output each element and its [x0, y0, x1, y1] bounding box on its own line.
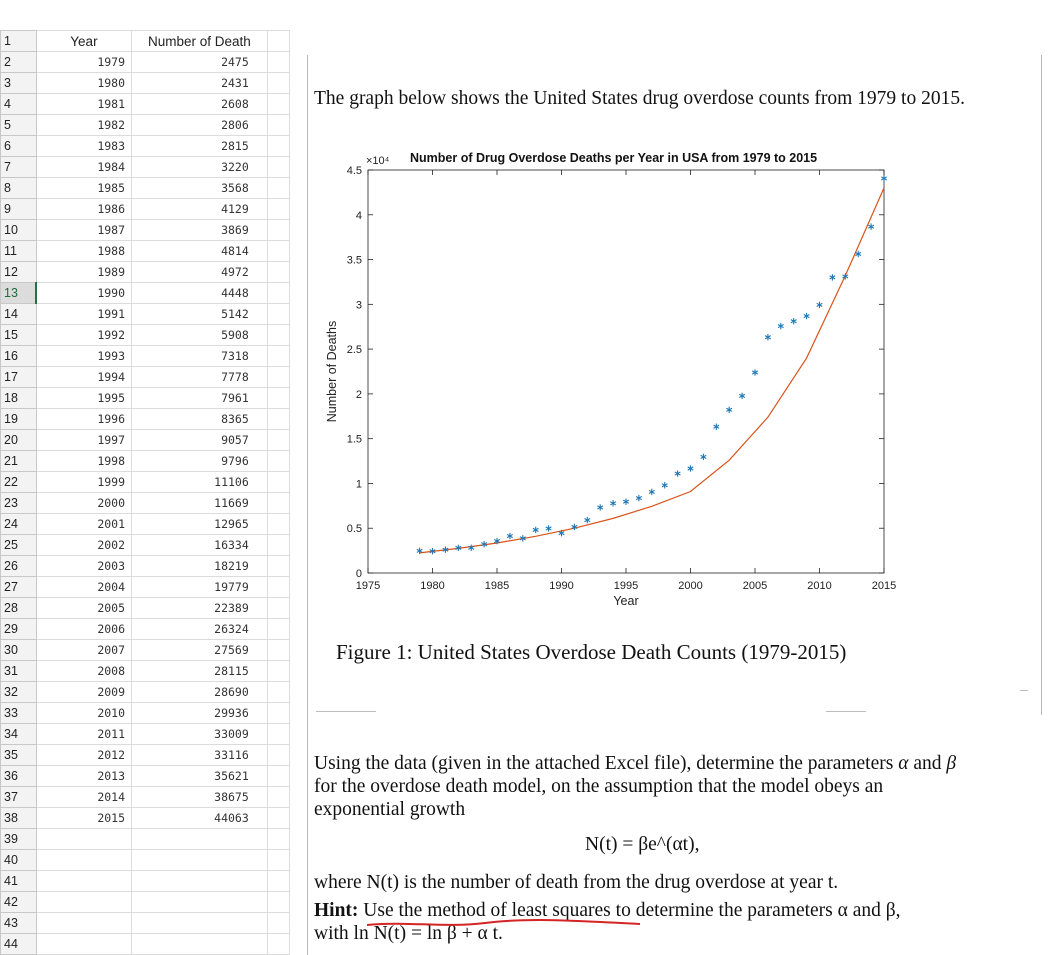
row-header[interactable]: 38	[1, 808, 37, 829]
x-tick-label: 1980	[420, 580, 445, 592]
sheet-row[interactable]	[1, 535, 290, 556]
deaths-cell[interactable]: 19779	[132, 577, 268, 598]
y-multiplier: ×10⁴	[366, 155, 390, 167]
year-cell[interactable]: 2014	[36, 787, 131, 808]
deaths-cell[interactable]: 38675	[132, 787, 268, 808]
sheet-row[interactable]	[1, 157, 290, 178]
data-table	[0, 30, 290, 955]
year-cell[interactable]: 1981	[36, 94, 131, 115]
model-formula: N(t) = βe^(αt),	[585, 834, 700, 855]
data-point	[701, 454, 707, 460]
year-cell[interactable]: 2012	[36, 745, 131, 766]
year-cell[interactable]: 1989	[36, 262, 131, 283]
x-axis-label: Year	[613, 594, 639, 608]
sheet-row[interactable]	[1, 388, 290, 409]
sheet-cell[interactable]	[267, 388, 289, 409]
deaths-cell[interactable]: 22389	[132, 598, 268, 619]
row-header[interactable]: 17	[1, 367, 37, 388]
data-point	[610, 500, 616, 506]
x-tick-label: 2000	[678, 580, 703, 592]
x-tick-label: 1990	[549, 580, 574, 592]
row-header[interactable]: 1	[1, 31, 37, 52]
sheet-cell[interactable]	[267, 472, 289, 493]
red-underline	[365, 916, 645, 930]
year-cell[interactable]: 1990	[36, 283, 131, 304]
year-cell[interactable]: 1979	[36, 52, 131, 73]
year-cell[interactable]: 1980	[36, 73, 131, 94]
data-point	[817, 302, 823, 308]
sheet-row[interactable]	[1, 556, 290, 577]
row-header[interactable]: 32	[1, 682, 37, 703]
data-point	[585, 517, 591, 523]
deaths-cell[interactable]: 7318	[132, 346, 268, 367]
deaths-cell[interactable]: 44063	[132, 808, 268, 829]
deaths-cell[interactable]	[132, 892, 268, 913]
year-cell[interactable]	[36, 934, 131, 955]
sheet-row[interactable]	[1, 913, 290, 934]
row-header[interactable]: 30	[1, 640, 37, 661]
x-tick-label: 2010	[807, 580, 832, 592]
row-header[interactable]: 22	[1, 472, 37, 493]
row-header[interactable]: 34	[1, 724, 37, 745]
y-tick-label: 2.5	[346, 344, 362, 357]
sheet-cell[interactable]	[267, 829, 289, 850]
row-header[interactable]: 21	[1, 451, 37, 472]
deaths-cell[interactable]: 2806	[132, 115, 268, 136]
data-point	[636, 495, 642, 501]
sheet-cell[interactable]	[267, 724, 289, 745]
sheet-cell[interactable]	[267, 493, 289, 514]
sheet-cell[interactable]	[267, 619, 289, 640]
year-cell[interactable]: 1983	[36, 136, 131, 157]
deaths-cell[interactable]: 3220	[132, 157, 268, 178]
sheet-cell[interactable]	[267, 115, 289, 136]
sheet-row[interactable]	[1, 241, 290, 262]
sheet-row[interactable]	[1, 766, 290, 787]
deaths-cell[interactable]: 2431	[132, 73, 268, 94]
deaths-cell[interactable]: 26324	[132, 619, 268, 640]
year-cell[interactable]: 1987	[36, 220, 131, 241]
scan-speck	[1020, 690, 1028, 691]
sheet-row[interactable]	[1, 367, 290, 388]
year-cell[interactable]: 2011	[36, 724, 131, 745]
row-header[interactable]: 16	[1, 346, 37, 367]
year-cell[interactable]: 1986	[36, 199, 131, 220]
fit-line	[420, 188, 884, 553]
row-header[interactable]: 2	[1, 52, 37, 73]
x-tick-label: 1975	[355, 580, 381, 592]
year-cell[interactable]: 2015	[36, 808, 131, 829]
year-cell[interactable]: 2001	[36, 514, 131, 535]
hint-equation: with ln N(t) = ln β + α t.	[314, 923, 503, 944]
divider-line	[1041, 55, 1042, 715]
sheet-row[interactable]	[1, 262, 290, 283]
sheet-cell[interactable]	[267, 304, 289, 325]
alpha-symbol: α	[898, 753, 909, 774]
question-part1: Using the data (given in the attached Excel file), determine the parameters	[314, 753, 894, 774]
row-header[interactable]: 20	[1, 430, 37, 451]
hint-rest: to determine the parameters α and β,	[615, 900, 901, 921]
sheet-row[interactable]	[1, 745, 290, 766]
sheet-cell[interactable]	[267, 157, 289, 178]
where-text: where N(t) is the number of death from the drug overdose at year t.	[314, 872, 839, 893]
y-tick-label: 0.5	[346, 523, 362, 536]
deaths-cell[interactable]: 2815	[132, 136, 268, 157]
chart-title: Number of Drug Overdose Deaths per Year in USA from 1979 to 2015	[410, 151, 818, 165]
sheet-cell[interactable]	[267, 535, 289, 556]
sheet-cell[interactable]	[267, 367, 289, 388]
year-cell[interactable]: 1994	[36, 367, 131, 388]
data-point	[649, 489, 655, 495]
overdose-chart	[300, 140, 900, 620]
deaths-cell[interactable]: 5142	[132, 304, 268, 325]
row-header[interactable]: 13	[1, 283, 37, 304]
row-header[interactable]: 12	[1, 262, 37, 283]
sheet-cell[interactable]	[267, 514, 289, 535]
sheet-cell[interactable]	[267, 451, 289, 472]
sheet-row[interactable]	[1, 199, 290, 220]
row-header[interactable]: 39	[1, 829, 37, 850]
year-cell[interactable]: 1996	[36, 409, 131, 430]
x-tick-label: 2015	[871, 580, 897, 592]
year-cell[interactable]: 1992	[36, 325, 131, 346]
row-header[interactable]: 27	[1, 577, 37, 598]
row-header[interactable]: 31	[1, 661, 37, 682]
figure-caption: Figure 1: United States Overdose Death Counts (1979-2015)	[336, 640, 847, 664]
row-header[interactable]: 4	[1, 94, 37, 115]
header-cell-deaths[interactable]: Number of Death	[132, 31, 268, 52]
sheet-cell[interactable]	[267, 640, 289, 661]
row-header[interactable]: 43	[1, 913, 37, 934]
year-cell[interactable]: 2003	[36, 556, 131, 577]
row-header[interactable]: 11	[1, 241, 37, 262]
year-cell[interactable]: 1997	[36, 430, 131, 451]
data-point	[533, 527, 539, 533]
y-tick-label: 4.5	[346, 165, 362, 177]
deaths-cell[interactable]: 8365	[132, 409, 268, 430]
year-cell[interactable]: 2004	[36, 577, 131, 598]
row-header[interactable]: 40	[1, 850, 37, 871]
sheet-cell[interactable]	[267, 934, 289, 955]
sheet-row[interactable]	[1, 577, 290, 598]
row-header[interactable]: 26	[1, 556, 37, 577]
row-header[interactable]: 28	[1, 598, 37, 619]
deaths-cell[interactable]: 28115	[132, 661, 268, 682]
sheet-cell[interactable]	[267, 430, 289, 451]
sheet-cell[interactable]	[267, 178, 289, 199]
data-point	[714, 424, 720, 430]
sheet-row[interactable]	[1, 598, 290, 619]
deaths-cell[interactable]	[132, 913, 268, 934]
year-cell[interactable]: 2005	[36, 598, 131, 619]
sheet-cell[interactable]	[267, 661, 289, 682]
year-cell[interactable]: 1984	[36, 157, 131, 178]
sheet-cell[interactable]	[267, 850, 289, 871]
sheet-cell[interactable]	[267, 199, 289, 220]
deaths-cell[interactable]: 18219	[132, 556, 268, 577]
year-cell[interactable]	[36, 892, 131, 913]
deaths-cell[interactable]: 11106	[132, 472, 268, 493]
sheet-cell[interactable]	[267, 220, 289, 241]
sheet-cell[interactable]	[267, 892, 289, 913]
data-point	[688, 465, 694, 471]
sheet-row[interactable]	[1, 661, 290, 682]
sheet-row[interactable]	[1, 682, 290, 703]
deaths-cell[interactable]: 9796	[132, 451, 268, 472]
year-cell[interactable]: 2007	[36, 640, 131, 661]
sheet-row[interactable]	[1, 724, 290, 745]
sheet-row[interactable]	[1, 94, 290, 115]
year-cell[interactable]: 1993	[36, 346, 131, 367]
y-axis-label: Number of Deaths	[325, 320, 339, 423]
sheet-row[interactable]	[1, 346, 290, 367]
deaths-cell[interactable]	[132, 934, 268, 955]
data-point	[546, 525, 552, 531]
scan-speck	[316, 711, 376, 712]
question-part2: for the overdose death model, on the assumption that the model obeys an exponential growth	[314, 776, 884, 820]
data-point	[765, 334, 771, 340]
deaths-cell[interactable]: 27569	[132, 640, 268, 661]
year-cell[interactable]: 2009	[36, 682, 131, 703]
sheet-row[interactable]	[1, 325, 290, 346]
data-point	[739, 393, 745, 399]
sheet-cell[interactable]	[267, 346, 289, 367]
deaths-cell[interactable]: 35621	[132, 766, 268, 787]
row-header[interactable]: 41	[1, 871, 37, 892]
deaths-cell[interactable]: 29936	[132, 703, 268, 724]
sheet-cell[interactable]	[267, 73, 289, 94]
data-point	[726, 407, 732, 413]
row-header[interactable]: 24	[1, 514, 37, 535]
sheet-row[interactable]	[1, 409, 290, 430]
row-header[interactable]: 42	[1, 892, 37, 913]
data-point	[778, 323, 784, 329]
sheet-cell[interactable]	[267, 913, 289, 934]
year-cell[interactable]: 1991	[36, 304, 131, 325]
and-word: and	[913, 753, 942, 774]
x-tick-label: 2005	[742, 580, 768, 592]
row-header[interactable]: 33	[1, 703, 37, 724]
deaths-cell[interactable]: 2608	[132, 94, 268, 115]
sheet-row[interactable]	[1, 787, 290, 808]
deaths-cell[interactable]: 4129	[132, 199, 268, 220]
year-cell[interactable]: 2013	[36, 766, 131, 787]
sheet-cell[interactable]	[267, 745, 289, 766]
sheet-cell[interactable]	[267, 787, 289, 808]
deaths-cell[interactable]: 9057	[132, 430, 268, 451]
deaths-cell[interactable]	[132, 871, 268, 892]
year-cell[interactable]: 1998	[36, 451, 131, 472]
sheet-row[interactable]	[1, 619, 290, 640]
sheet-row[interactable]	[1, 934, 290, 955]
row-header[interactable]: 37	[1, 787, 37, 808]
year-cell[interactable]: 1999	[36, 472, 131, 493]
sheet-row[interactable]	[1, 472, 290, 493]
data-point	[804, 313, 810, 319]
y-tick-label: 3	[355, 299, 362, 312]
row-header[interactable]: 18	[1, 388, 37, 409]
year-cell[interactable]: 2006	[36, 619, 131, 640]
row-header[interactable]: 7	[1, 157, 37, 178]
x-tick-label: 1985	[484, 580, 510, 592]
data-point	[623, 499, 629, 505]
year-cell[interactable]	[36, 871, 131, 892]
sheet-cell[interactable]	[267, 598, 289, 619]
year-cell[interactable]: 2000	[36, 493, 131, 514]
sheet-cell[interactable]	[267, 577, 289, 598]
x-tick-label: 1995	[613, 580, 639, 592]
sheet-cell[interactable]	[267, 808, 289, 829]
sheet-cell[interactable]	[267, 31, 289, 52]
data-point	[662, 482, 668, 488]
sheet-row[interactable]	[1, 493, 290, 514]
sheet-row[interactable]	[1, 304, 290, 325]
row-header[interactable]: 8	[1, 178, 37, 199]
row-header[interactable]: 44	[1, 934, 37, 955]
deaths-cell[interactable]	[132, 850, 268, 871]
deaths-cell[interactable]: 2475	[132, 52, 268, 73]
year-cell[interactable]: 1988	[36, 241, 131, 262]
hint-label: Hint:	[314, 900, 359, 921]
y-tick-label: 0	[355, 568, 362, 580]
sheet-row[interactable]	[1, 31, 290, 52]
year-cell[interactable]: 2010	[36, 703, 131, 724]
sheet-row[interactable]	[1, 850, 290, 871]
data-point	[507, 533, 513, 539]
row-header[interactable]: 6	[1, 136, 37, 157]
sheet-cell[interactable]	[267, 682, 289, 703]
deaths-cell[interactable]: 7961	[132, 388, 268, 409]
row-header[interactable]: 5	[1, 115, 37, 136]
row-header[interactable]: 29	[1, 619, 37, 640]
deaths-cell[interactable]: 3568	[132, 178, 268, 199]
sheet-row[interactable]	[1, 829, 290, 850]
deaths-cell[interactable]: 5908	[132, 325, 268, 346]
year-cell[interactable]: 1995	[36, 388, 131, 409]
hint-underlined: Use the method of least squares	[363, 900, 611, 921]
sheet-cell[interactable]	[267, 871, 289, 892]
beta-symbol: β	[946, 753, 957, 774]
y-tick-label: 2	[355, 388, 362, 401]
row-header[interactable]: 9	[1, 199, 37, 220]
row-header[interactable]: 35	[1, 745, 37, 766]
year-cell[interactable]	[36, 829, 131, 850]
sheet-row[interactable]	[1, 136, 290, 157]
sheet-row[interactable]	[1, 178, 290, 199]
year-cell[interactable]	[36, 913, 131, 934]
header-cell-year[interactable]: Year	[36, 31, 131, 52]
sheet-cell[interactable]	[267, 241, 289, 262]
sheet-row[interactable]	[1, 52, 290, 73]
sheet-row[interactable]	[1, 115, 290, 136]
plot-frame	[368, 170, 884, 573]
scan-speck	[826, 711, 866, 712]
deaths-cell[interactable]: 33116	[132, 745, 268, 766]
sheet-row[interactable]	[1, 430, 290, 451]
deaths-cell[interactable]: 7778	[132, 367, 268, 388]
deaths-cell[interactable]	[132, 829, 268, 850]
data-point	[791, 318, 797, 324]
sheet-row[interactable]	[1, 514, 290, 535]
deaths-cell[interactable]: 12965	[132, 514, 268, 535]
deaths-cell[interactable]: 28690	[132, 682, 268, 703]
sheet-row[interactable]	[1, 283, 290, 304]
year-cell[interactable]: 2002	[36, 535, 131, 556]
sheet-cell[interactable]	[267, 703, 289, 724]
data-point	[752, 369, 758, 375]
sheet-cell[interactable]	[267, 262, 289, 283]
deaths-cell[interactable]: 4448	[132, 283, 268, 304]
deaths-cell[interactable]: 33009	[132, 724, 268, 745]
sheet-row[interactable]	[1, 73, 290, 94]
sheet-row[interactable]	[1, 703, 290, 724]
year-cell[interactable]: 2008	[36, 661, 131, 682]
data-point	[868, 223, 874, 229]
data-point	[468, 545, 474, 551]
sheet-cell[interactable]	[267, 136, 289, 157]
sheet-cell[interactable]	[267, 325, 289, 346]
y-tick-label: 4	[355, 209, 362, 222]
intro-text: The graph below shows the United States drug overdose counts from 1979 to 2015.	[314, 88, 965, 109]
deaths-cell[interactable]: 16334	[132, 535, 268, 556]
sheet-cell[interactable]	[267, 94, 289, 115]
year-cell[interactable]: 1982	[36, 115, 131, 136]
year-cell[interactable]	[36, 850, 131, 871]
row-header[interactable]: 14	[1, 304, 37, 325]
deaths-cell[interactable]: 4972	[132, 262, 268, 283]
sheet-row[interactable]	[1, 451, 290, 472]
sheet-row[interactable]	[1, 871, 290, 892]
question-text	[314, 752, 974, 821]
y-tick-label: 1.5	[346, 433, 362, 446]
row-header[interactable]: 15	[1, 325, 37, 346]
sheet-row[interactable]	[1, 220, 290, 241]
row-header[interactable]: 19	[1, 409, 37, 430]
y-tick-label: 3.5	[346, 254, 362, 267]
sheet-row[interactable]	[1, 892, 290, 913]
deaths-cell[interactable]: 3869	[132, 220, 268, 241]
deaths-cell[interactable]: 11669	[132, 493, 268, 514]
row-header[interactable]: 3	[1, 73, 37, 94]
sheet-cell[interactable]	[267, 409, 289, 430]
sheet-cell[interactable]	[267, 52, 289, 73]
sheet-row[interactable]	[1, 640, 290, 661]
y-tick-label: 1	[355, 478, 362, 491]
sheet-cell[interactable]	[267, 283, 289, 304]
row-header[interactable]: 10	[1, 220, 37, 241]
year-cell[interactable]: 1985	[36, 178, 131, 199]
data-point	[597, 504, 603, 510]
row-header[interactable]: 36	[1, 766, 37, 787]
sheet-cell[interactable]	[267, 556, 289, 577]
sheet-cell[interactable]	[267, 766, 289, 787]
data-point	[675, 470, 681, 476]
data-point	[830, 274, 836, 280]
data-point	[881, 175, 887, 181]
deaths-cell[interactable]: 4814	[132, 241, 268, 262]
sheet-row[interactable]	[1, 808, 290, 829]
spreadsheet[interactable]	[0, 30, 290, 955]
row-header[interactable]: 25	[1, 535, 37, 556]
row-header[interactable]: 23	[1, 493, 37, 514]
